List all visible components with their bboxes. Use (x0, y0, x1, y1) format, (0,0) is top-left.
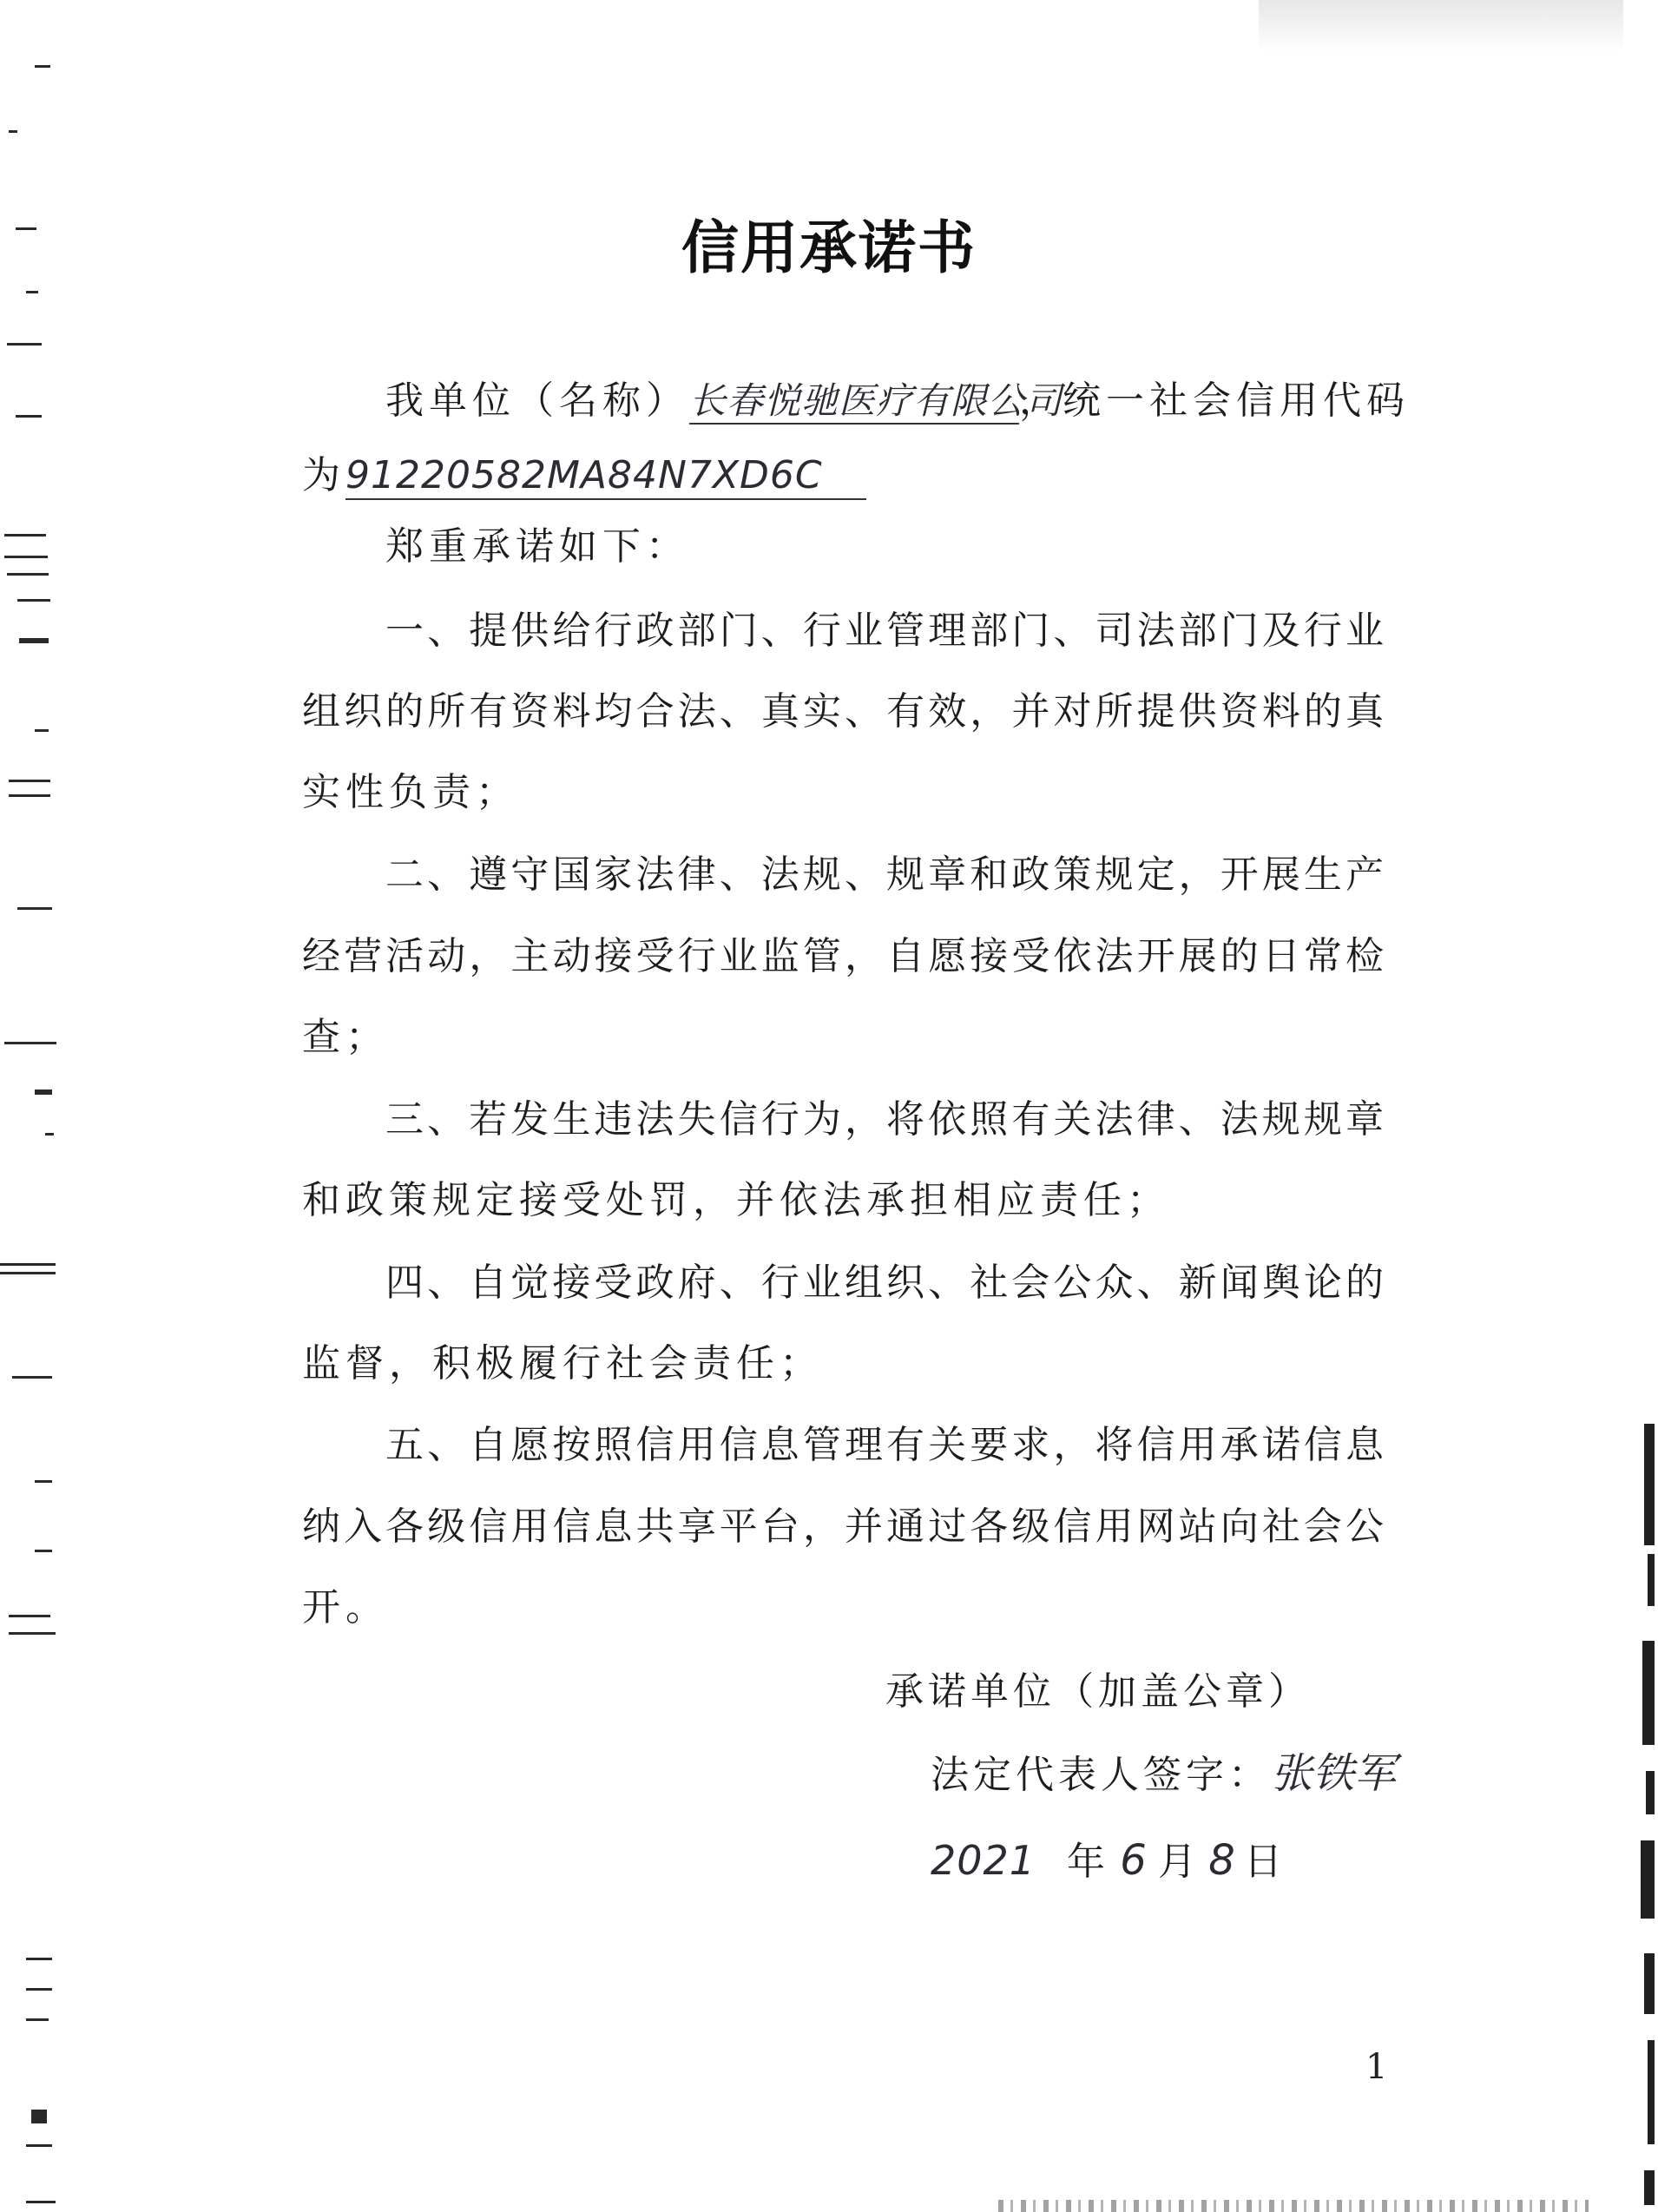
date-month: 6 (1120, 1836, 1148, 1885)
paragraph-2-line-3: 查； (302, 1015, 389, 1059)
promise-unit-label: 承诺单位（加盖公章） (885, 1669, 1311, 1714)
scan-noise-bottom (998, 2200, 1589, 2212)
intro-prefix: 我单位（名称） (385, 379, 689, 423)
paragraph-1-line-2: 组织的所有资料均合法、真实、有效，并对所提供资料的真 (302, 689, 1387, 734)
intro-line (302, 375, 1410, 427)
paragraph-5-line-2: 纳入各级信用信息共享平台，并通过各级信用网站向社会公 (302, 1504, 1387, 1549)
scan-edge-left (0, 0, 61, 2212)
company-name-handwritten: 长春悦驰医疗有限公司 (689, 379, 1019, 425)
page-number: 1 (1365, 2047, 1388, 2087)
paragraph-1-line-1: 一、提供给行政部门、行业管理部门、司法部门及行业 (385, 609, 1387, 653)
date-line (931, 1830, 1286, 1886)
code-prefix: 为 (302, 453, 345, 497)
paragraph-3-line-2: 和政策规定接受处罚，并依法承担相应责任； (302, 1178, 1170, 1222)
legal-rep-signature: 张铁军 (1271, 1749, 1397, 1798)
scan-smudge (1259, 0, 1623, 52)
paragraph-5-line-1: 五、自愿按照信用信息管理有关要求，将信用承诺信息 (385, 1423, 1387, 1467)
paragraph-3-line-1: 三、若发生违法失信行为，将依照有关法律、法规规章 (385, 1097, 1387, 1142)
paragraph-1-line-3: 实性负责； (302, 770, 519, 814)
legal-rep-line (931, 1740, 1396, 1800)
year-label: 年 (1067, 1840, 1109, 1884)
paragraph-4-line-1: 四、自觉接受政府、行业组织、社会公众、新闻舆论的 (385, 1261, 1387, 1305)
promise-intro: 郑重承诺如下： (385, 524, 689, 569)
document-title: 信用承诺书 (681, 214, 977, 281)
code-line (302, 450, 1387, 502)
paragraph-2-line-1: 二、遵守国家法律、法规、规章和政策规定，开展生产 (385, 853, 1387, 897)
credit-code-handwritten: 91220582MA84N7XD6C (345, 453, 866, 500)
legal-rep-label: 法定代表人签字： (931, 1753, 1271, 1797)
date-year: 2021 (931, 1837, 1036, 1884)
intro-suffix: ，统一社会信用代码 (1019, 379, 1410, 423)
paragraph-5-line-3: 开。 (302, 1585, 389, 1629)
paragraph-4-line-2: 监督，积极履行社会责任； (302, 1341, 823, 1386)
day-label: 日 (1244, 1840, 1286, 1884)
date-day: 8 (1208, 1836, 1236, 1885)
scan-edge-right (1623, 1415, 1658, 2212)
paragraph-2-line-2: 经营活动，主动接受行业监管，自愿接受依法开展的日常检 (302, 934, 1387, 978)
month-label: 月 (1158, 1840, 1201, 1884)
